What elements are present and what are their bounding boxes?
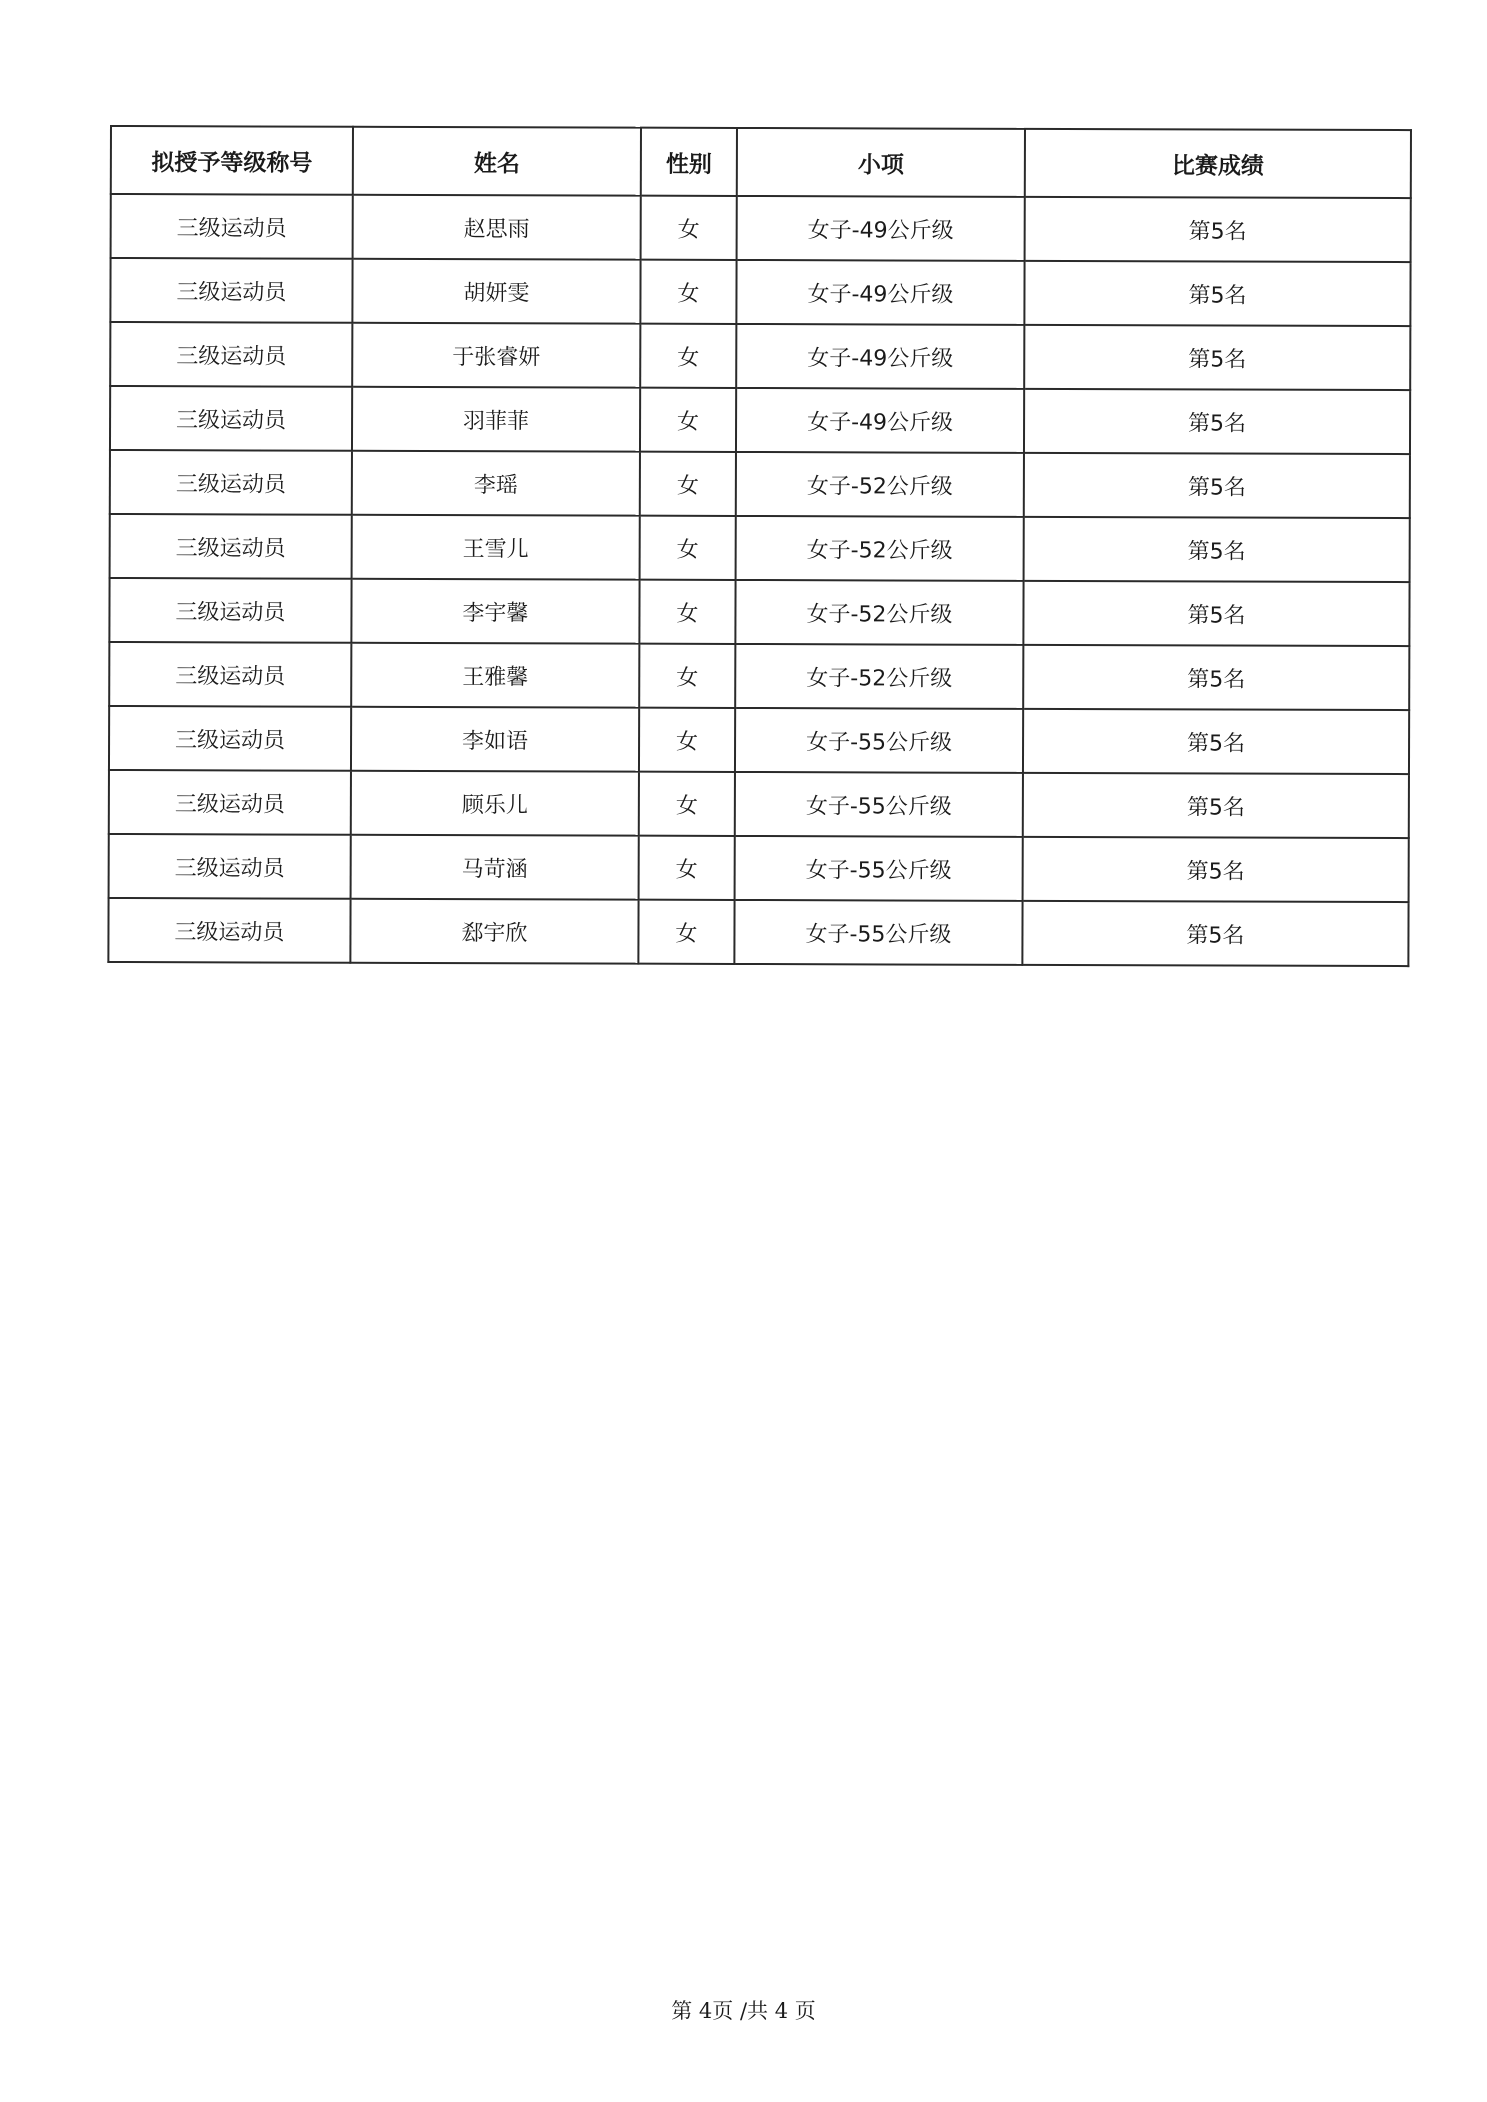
cell-gender: 女 (639, 580, 735, 644)
cell-name: 王雅馨 (351, 643, 639, 708)
cell-result: 第5名 (1022, 901, 1408, 966)
cell-name: 胡妍雯 (352, 259, 640, 324)
cell-gender: 女 (640, 260, 736, 324)
cell-name: 李瑶 (352, 451, 640, 516)
cell-gender: 女 (639, 772, 735, 836)
cell-event: 女子-52公斤级 (735, 580, 1023, 645)
cell-event: 女子-55公斤级 (735, 836, 1023, 901)
cell-name: 李如语 (351, 707, 639, 772)
cell-name: 于张睿妍 (352, 323, 640, 388)
cell-grade: 三级运动员 (109, 642, 351, 707)
cell-event: 女子-49公斤级 (736, 388, 1024, 453)
cell-event: 女子-49公斤级 (736, 324, 1024, 389)
cell-gender: 女 (641, 196, 737, 260)
table-row (110, 450, 1410, 518)
cell-result: 第5名 (1024, 261, 1410, 326)
table-row (110, 514, 1410, 582)
cell-event: 女子-55公斤级 (735, 708, 1023, 773)
cell-result: 第5名 (1024, 325, 1410, 390)
table-row (109, 770, 1409, 838)
table-row (110, 322, 1410, 390)
cell-gender: 女 (639, 836, 735, 900)
header-event: 小项 (737, 128, 1025, 197)
table-row (110, 386, 1410, 454)
header-grade-title: 拟授予等级称号 (111, 126, 353, 195)
cell-name: 羽菲菲 (352, 387, 640, 452)
cell-gender: 女 (639, 644, 735, 708)
cell-name: 马苛涵 (351, 835, 639, 900)
cell-event: 女子-52公斤级 (736, 516, 1024, 581)
cell-result: 第5名 (1023, 837, 1409, 902)
header-name: 姓名 (353, 127, 641, 196)
cell-event: 女子-55公斤级 (734, 900, 1022, 965)
cell-event: 女子-49公斤级 (736, 260, 1024, 325)
cell-grade: 三级运动员 (110, 322, 352, 387)
cell-grade: 三级运动员 (110, 450, 352, 515)
cell-grade: 三级运动员 (109, 706, 351, 771)
cell-result: 第5名 (1025, 197, 1411, 262)
cell-gender: 女 (639, 708, 735, 772)
cell-grade: 三级运动员 (109, 834, 351, 899)
athlete-grade-table (107, 125, 1412, 967)
cell-gender: 女 (640, 452, 736, 516)
cell-result: 第5名 (1024, 389, 1410, 454)
cell-event: 女子-55公斤级 (735, 772, 1023, 837)
header-result: 比赛成绩 (1025, 129, 1411, 198)
cell-name: 顾乐儿 (351, 771, 639, 836)
table-header-row (111, 126, 1411, 198)
cell-name: 赵思雨 (353, 195, 641, 260)
cell-gender: 女 (638, 900, 734, 964)
cell-gender: 女 (640, 516, 736, 580)
cell-grade: 三级运动员 (110, 258, 352, 323)
table-row (109, 578, 1409, 646)
cell-result: 第5名 (1023, 645, 1409, 710)
table-row (111, 194, 1411, 262)
page-number-footer: 第 4页 /共 4 页 (671, 1999, 816, 2023)
cell-grade: 三级运动员 (110, 514, 352, 579)
cell-grade: 三级运动员 (109, 578, 351, 643)
cell-result: 第5名 (1024, 453, 1410, 518)
cell-result: 第5名 (1023, 773, 1409, 838)
cell-name: 郄宇欣 (350, 899, 638, 964)
cell-grade: 三级运动员 (110, 386, 352, 451)
cell-grade: 三级运动员 (108, 898, 350, 963)
cell-grade: 三级运动员 (109, 770, 351, 835)
cell-event: 女子-49公斤级 (737, 196, 1025, 261)
table-row (110, 258, 1410, 326)
cell-name: 李宇馨 (351, 579, 639, 644)
cell-gender: 女 (640, 324, 736, 388)
cell-event: 女子-52公斤级 (736, 452, 1024, 517)
cell-result: 第5名 (1023, 581, 1409, 646)
cell-result: 第5名 (1024, 517, 1410, 582)
cell-name: 王雪儿 (352, 515, 640, 580)
cell-gender: 女 (640, 388, 736, 452)
table-row (109, 642, 1409, 710)
header-gender: 性别 (641, 128, 737, 196)
table-row (109, 706, 1409, 774)
cell-event: 女子-52公斤级 (735, 644, 1023, 709)
cell-grade: 三级运动员 (111, 194, 353, 259)
table-row (109, 834, 1409, 902)
table-row (108, 898, 1408, 966)
cell-result: 第5名 (1023, 709, 1409, 774)
